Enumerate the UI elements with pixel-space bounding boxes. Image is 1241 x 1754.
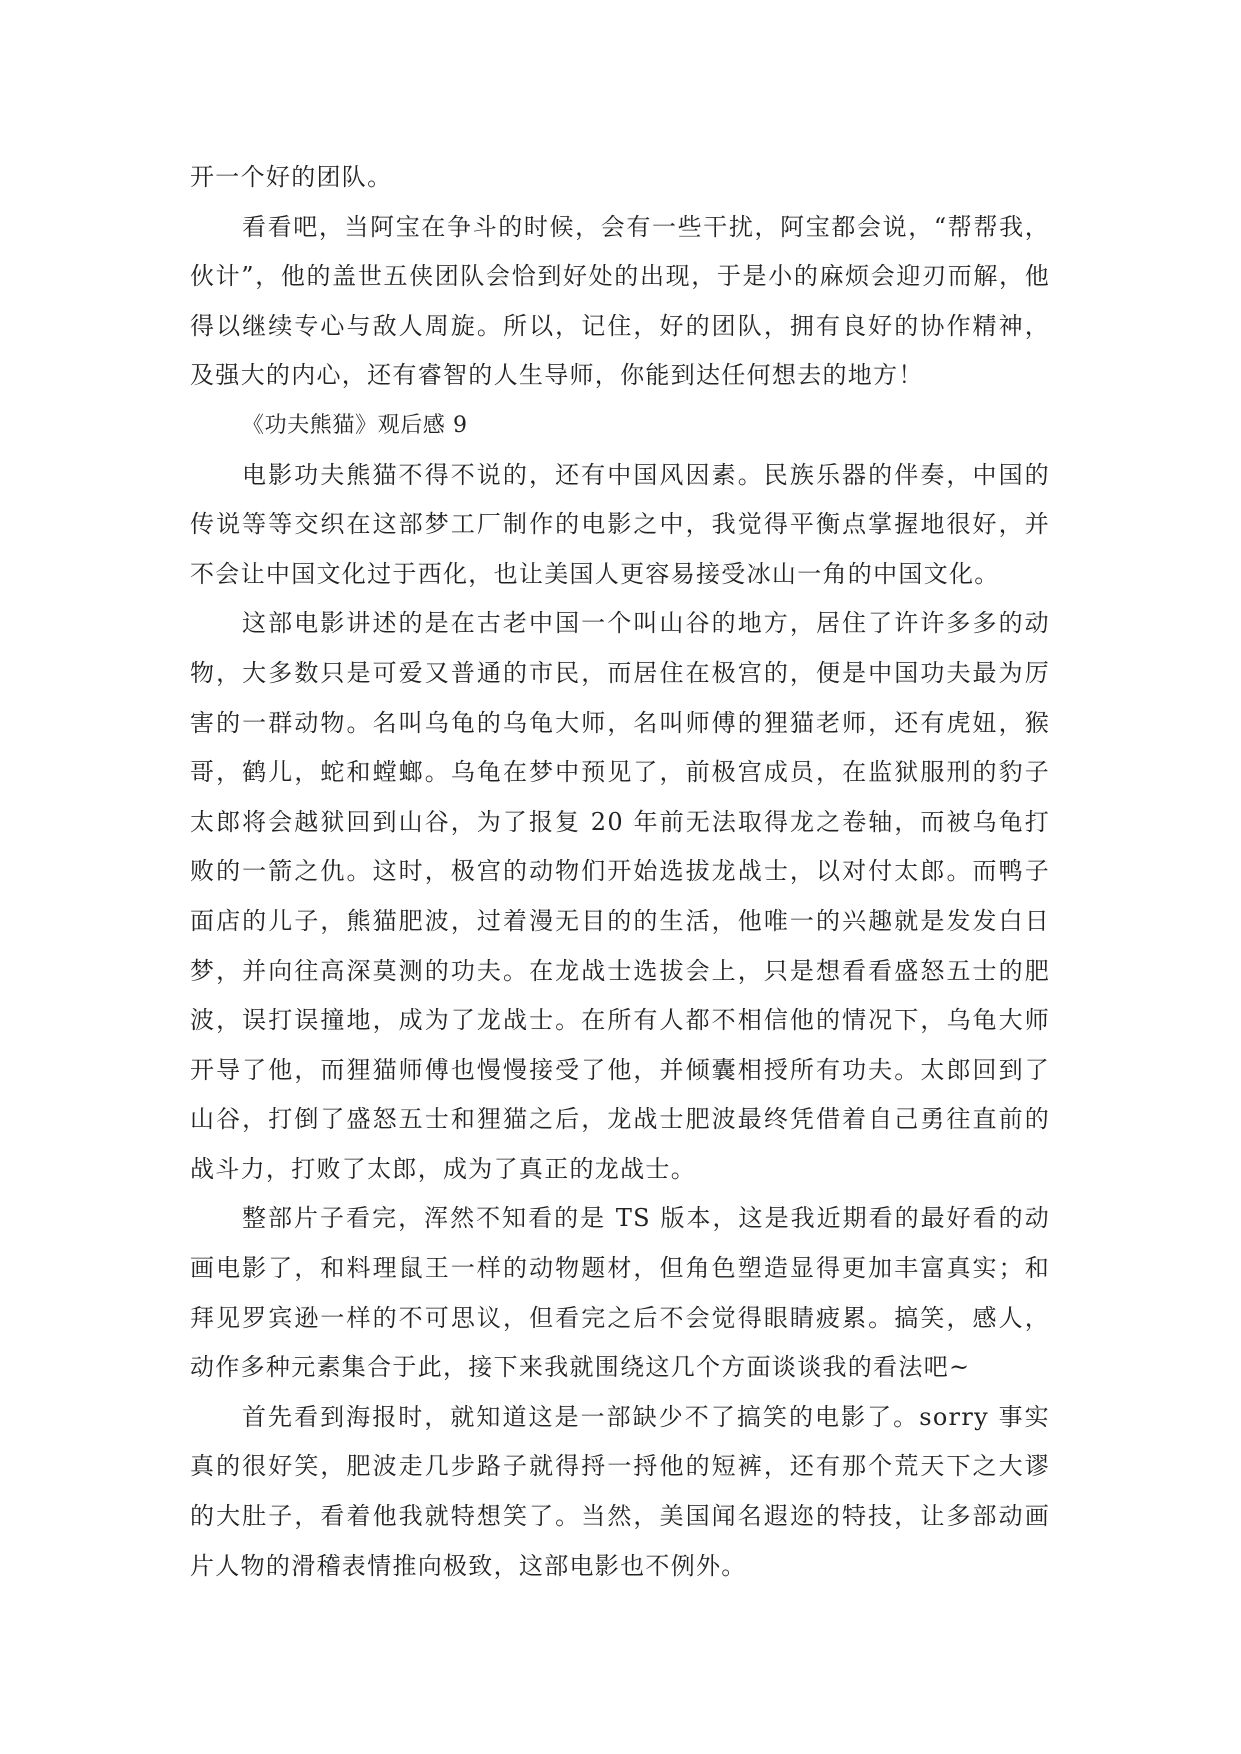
document-body: [190, 153, 1050, 1591]
section-heading: 《功夫熊猫》观后感 9: [242, 412, 468, 438]
paragraph-humor: 首先看到海报时，就知道这是一部缺少不了搞笑的电影了。sorry 事实真的很好笑，肥波走几步路子就得捋一捋他的短裤，还有那个荒天下之大谬的大肚子，看着他我就特想笑了。当然，美国闻名遐迩的特技，让多部动画片人物的滑稽表情推向极致，这部电影也不例外。: [190, 1402, 1050, 1580]
paragraph-continuation: 开一个好的团队。: [190, 163, 393, 191]
paragraph-chinese-elements: 电影功夫熊猫不得不说的，还有中国风因素。民族乐器的伴奏，中国的传说等等交织在这部梦工厂制作的电影之中，我觉得平衡点掌握地很好，并不会让中国文化过于西化，也让美国人更容易接受冰山一角的中国文化。: [190, 460, 1050, 588]
paragraph-plot-summary: 这部电影讲述的是在古老中国一个叫山谷的地方，居住了许许多多的动物，大多数只是可爱又普通的市民，而居住在极宫的，便是中国功夫最为厉害的一群动物。名叫乌龟的乌龟大师，名叫师傅的狸猫老师，还有虎妞，猴哥，鹤儿，蛇和螳螂。乌龟在梦中预见了，前极宫成员，在监狱服刑的豹子太郎将会越狱回到山谷，为了报复 20 年前无法取得龙之卷轴，而被乌龟打败的一箭之仇。这时，极宫的动物们开始选拔龙战士，以对付太郎。而鸭子面店的儿子，熊猫肥波，过着漫无目的的生活，他唯一的兴趣就是发发白日梦，并向往高深莫测的功夫。在龙战士选拔会上，只是想看看盛怒五士的肥波，误打误撞地，成为了龙战士。在所有人都不相信他的情况下，乌龟大师开导了他，而狸猫师傅也慢慢接受了他，并倾囊相授所有功夫。太郎回到了山谷，打倒了盛怒五士和狸猫之后，龙战士肥波最终凭借着自己勇往直前的战斗力，打败了太郎，成为了真正的龙战士。: [190, 609, 1050, 1183]
paragraph-overall-impression: 整部片子看完，浑然不知看的是 TS 版本，这是我近期看的最好看的动画电影了，和料理鼠王一样的动物题材，但角色塑造显得更加丰富真实；和拜见罗宾逊一样的不可思议，但看完之后不会觉得眼睛疲累。搞笑，感人，动作多种元素集合于此，接下来我就围绕这几个方面谈谈我的看法吧~: [190, 1204, 1050, 1382]
paragraph-team: 看看吧，当阿宝在争斗的时候，会有一些干扰，阿宝都会说，“帮帮我，伙计”，他的盖世五侠团队会恰到好处的出现，于是小的麻烦会迎刃而解，他得以继续专心与敌人周旋。所以，记住，好的团队，拥有良好的协作精神，及强大的内心，还有睿智的人生导师，你能到达任何想去的地方！: [190, 212, 1050, 390]
